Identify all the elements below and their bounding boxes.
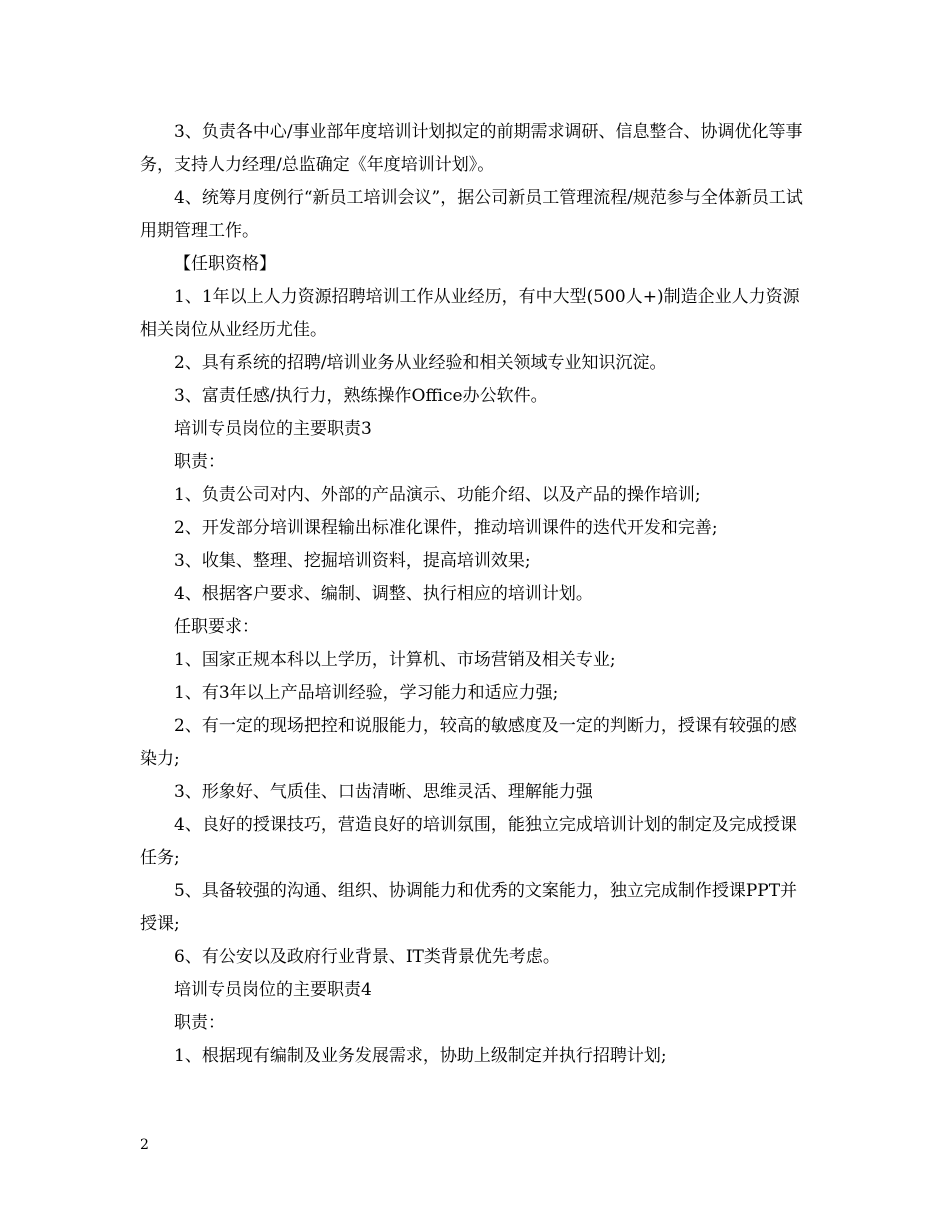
- list-item: 1、根据现有编制及业务发展需求，协助上级制定并执行招聘计划;: [174, 1046, 667, 1066]
- paragraph-qualification-3: 3、富责任感/执行力，熟练操作Office办公软件。: [174, 386, 548, 406]
- list-item: 1、负责公司对内、外部的产品演示、功能介绍、以及产品的操作培训;: [174, 485, 701, 505]
- list-item: 2、开发部分培训课程输出标准化课件，推动培训课件的迭代开发和完善;: [174, 518, 718, 538]
- section-title-responsibilities-3: 培训专员岗位的主要职责3: [174, 419, 372, 439]
- section-label-duties: 职责：: [174, 1013, 225, 1033]
- list-item: 1、有3年以上产品培训经验，学习能力和适应力强;: [174, 683, 559, 703]
- list-item: 3、收集、整理、挖掘培训资料，提高培训效果;: [174, 551, 531, 571]
- section-heading-qualifications: 【任职资格】: [174, 254, 276, 274]
- paragraph-qualification-2: 2、具有系统的招聘/培训业务从业经验和相关领域专业知识沉淀。: [174, 353, 667, 373]
- paragraph-qualification-1: 1、1年以上人力资源招聘培训工作从业经历，有中大型(500人+)制造企业人力资源相关岗位从业经历尤佳。: [140, 287, 800, 340]
- section-label-requirements: 任职要求：: [174, 617, 259, 637]
- list-item: 1、国家正规本科以上学历，计算机、市场营销及相关专业;: [174, 650, 616, 670]
- section-title-responsibilities-4: 培训专员岗位的主要职责4: [174, 980, 372, 1000]
- list-item: 5、具备较强的沟通、组织、协调能力和优秀的文案能力，独立完成制作授课PPT并授课;: [140, 881, 798, 934]
- page-number: 2: [140, 1137, 149, 1153]
- paragraph-duty-4: 4、统筹月度例行“新员工培训会议”，据公司新员工管理流程/规范参与全体新员工试用期管理工作。: [140, 188, 803, 241]
- section-label-duties: 职责：: [174, 452, 225, 472]
- list-item: 6、有公安以及政府行业背景、IT类背景优先考虑。: [174, 947, 560, 967]
- paragraph-duty-3: 3、负责各中心/事业部年度培训计划拟定的前期需求调研、信息整合、协调优化等事务，支持人力经理/总监确定《年度培训计划》。: [140, 122, 803, 175]
- list-item: 4、良好的授课技巧，营造良好的培训氛围，能独立完成培训计划的制定及完成授课任务;: [140, 815, 797, 868]
- document-body: [140, 116, 812, 1073]
- list-item: 3、形象好、气质佳、口齿清晰、思维灵活、理解能力强: [174, 782, 593, 802]
- list-item: 4、根据客户要求、编制、调整、执行相应的培训计划。: [174, 584, 593, 604]
- list-item: 2、有一定的现场把控和说服能力，较高的敏感度及一定的判断力，授课有较强的感染力;: [140, 716, 797, 769]
